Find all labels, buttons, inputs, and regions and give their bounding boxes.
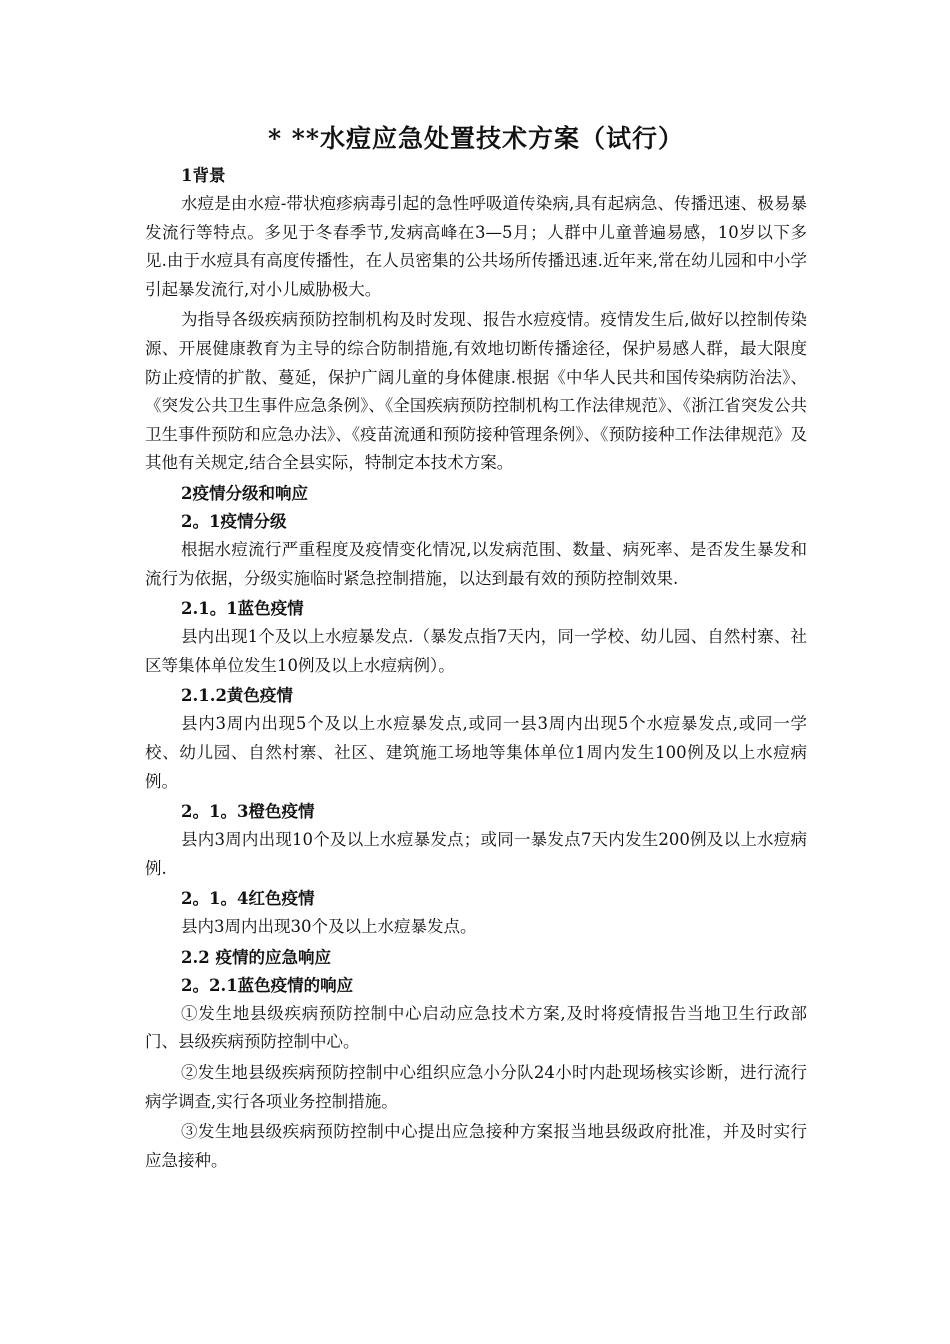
paragraph: 水痘是由水痘-带状疱疹病毒引起的急性呼吸道传染病,具有起病急、传播迅速、极易暴发流行等特点。多见于冬春季节,发病高峰在3—5月；人群中儿童普遍易感，10岁以下多见.由于水痘具有高度传播性，在人员密集的公共场所传播迅速.近年来,常在幼儿园和中小学引起暴发流行,对小儿威胁极大。: [145, 194, 807, 299]
paragraph: 县内3周内出现5个及以上水痘暴发点,或同一县3周内出现5个水痘暴发点,或同一学校、幼儿园、自然村寨、社区、建筑施工场地等集体单位1周内发生100例及以上水痘病例。: [145, 714, 807, 791]
paragraph: 县内3周内出现30个及以上水痘暴发点。: [181, 917, 477, 937]
paragraph: ②发生地县级疾病预防控制中心组织应急小分队24小时内赴现场核实诊断，进行流行病学调查,实行各项业务控制措施。: [145, 1063, 807, 1111]
section-heading: 2。1。4红色疫情: [181, 889, 315, 909]
section-heading: 2.1.2黄色疫情: [181, 686, 293, 706]
section-heading: 1背景: [181, 166, 226, 185]
document-title: * **水痘应急处置技术方案（试行）: [268, 124, 684, 153]
section-heading: 2。1疫情分级: [181, 511, 287, 531]
paragraph: 县内出现1个及以上水痘暴发点.（暴发点指7天内，同一学校、幼儿园、自然村寨、社区等集体单位发生10例及以上水痘病例）。: [145, 627, 807, 675]
section-heading: 2。1。3橙色疫情: [181, 802, 315, 822]
paragraph: 为指导各级疾病预防控制机构及时发现、报告水痘疫情。疫情发生后,做好以控制传染源、开展健康教育为主导的综合防制措施,有效地切断传播途径，保护易感人群，最大限度防止疫情的扩散、蔓延，保护广阔儿童的身体健康.根据《中华人民共和国传染病防治法》、《突发公共卫生事件应急条例》、《全国疾病预防控制机构工作法律规范》、《浙江省突发公共卫生事件预防和应急办法》、《疫苗流通和预防接种管理条例》、《预防接种工作法律规范》及其他有关规定,结合全县实际，特制定本技术方案。: [145, 310, 807, 473]
paragraph: 根据水痘流行严重程度及疫情变化情况,以发病范围、数量、病死率、是否发生暴发和流行为依据，分级实施临时紧急控制措施，以达到最有效的预防控制效果.: [145, 539, 807, 588]
section-heading: 2疫情分级和响应: [181, 483, 308, 503]
section-heading: 2。2.1蓝色疫情的响应: [181, 975, 354, 995]
document-body: [145, 122, 807, 1177]
paragraph: ①发生地县级疾病预防控制中心启动应急技术方案,及时将疫情报告当地卫生行政部门、县级疾病预防控制中心。: [145, 1003, 807, 1052]
section-heading: 2.1。1蓝色疫情: [181, 599, 304, 619]
paragraph: 县内3周内出现10个及以上水痘暴发点；或同一暴发点7天内发生200例及以上水痘病例.: [145, 830, 807, 878]
section-heading: 2.2 疫情的应急响应: [181, 947, 331, 967]
paragraph: ③发生地县级疾病预防控制中心提出应急接种方案报当地县级政府批准，并及时实行应急接种。: [145, 1122, 807, 1170]
document-content: [145, 162, 807, 1175]
